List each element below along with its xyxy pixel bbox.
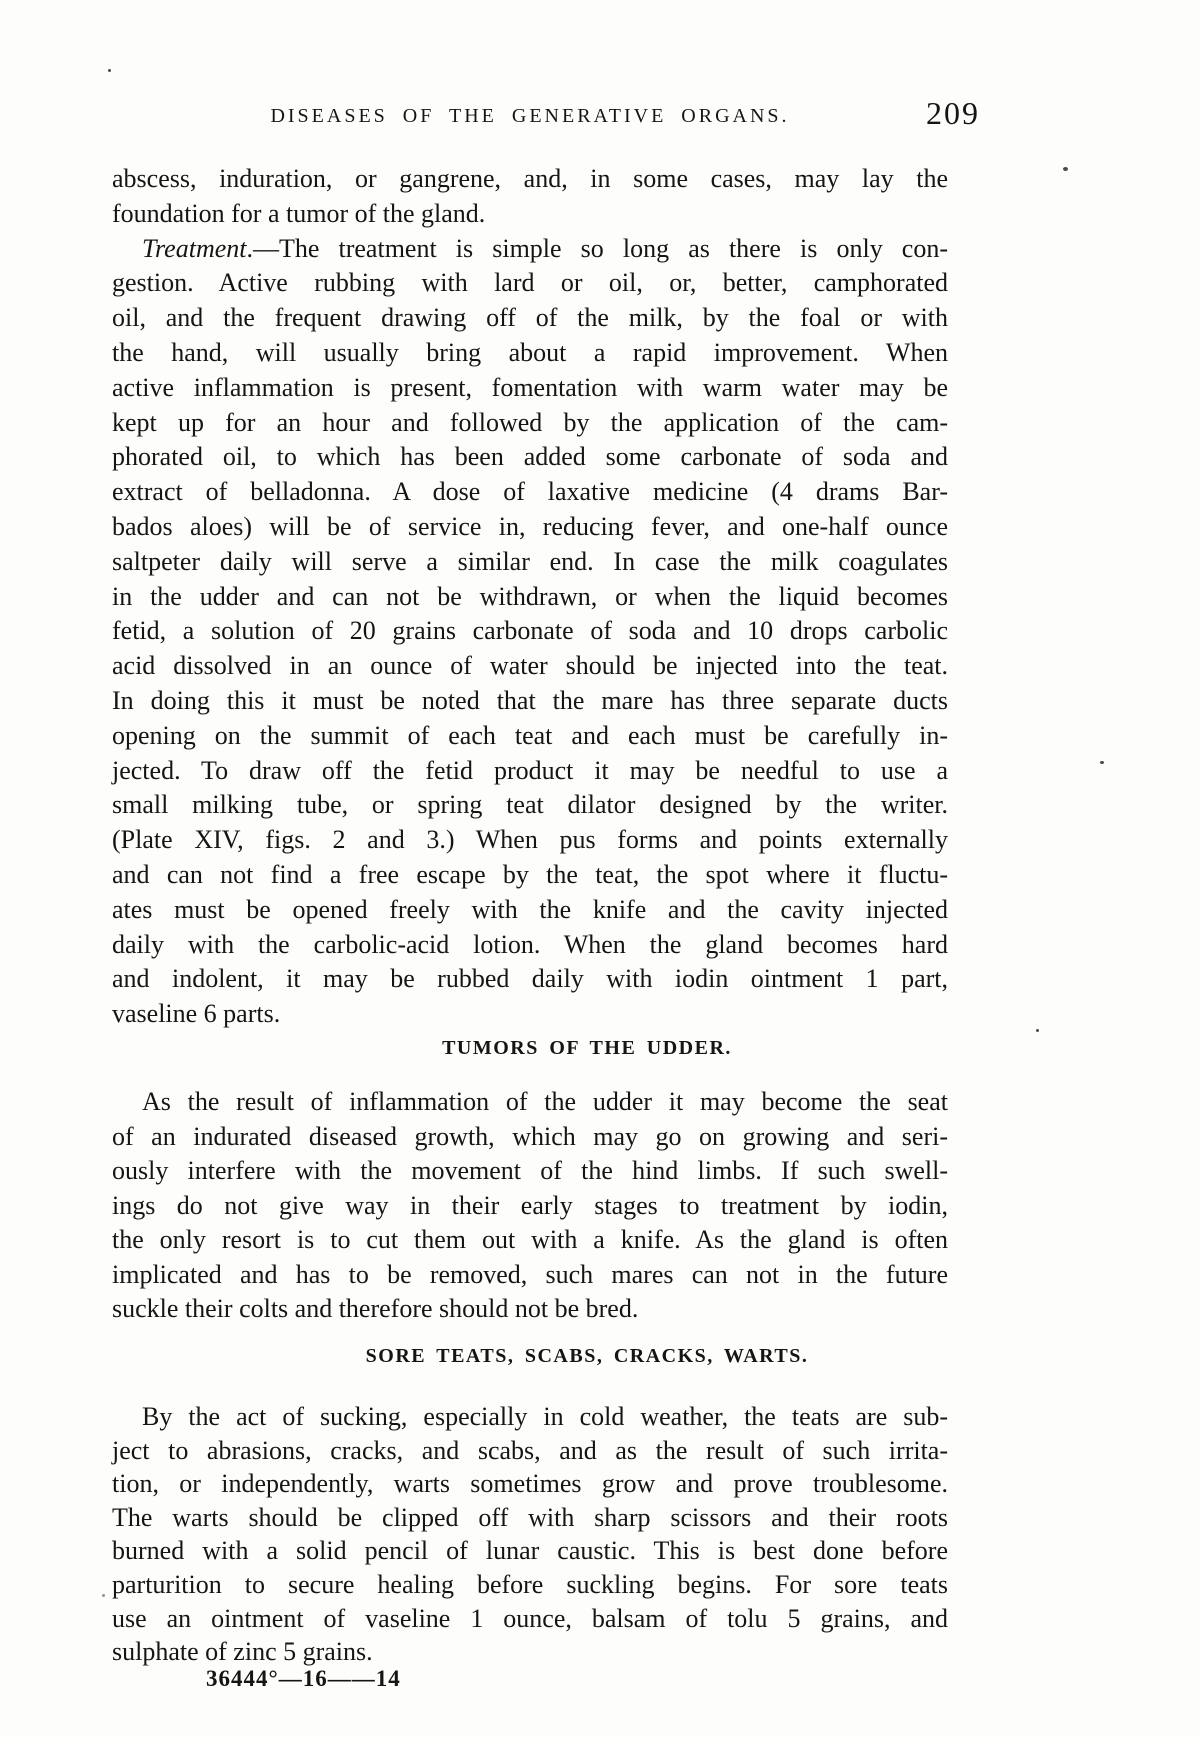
text-line: In doing this it must be noted that the mare has three separate ducts bbox=[112, 685, 948, 715]
text-line: kept up for an hour and followed by the application of the cam- bbox=[112, 407, 948, 437]
text-line: ously interfere with the movement of the hind limbs. If such swell- bbox=[112, 1156, 948, 1186]
text-line: implicated and has to be removed, such mares can not in the future bbox=[112, 1259, 948, 1289]
text-line: By the act of sucking, especially in cold weather, the teats are sub- bbox=[142, 1402, 948, 1432]
text-line: ings do not give way in their early stages to treatment by iodin, bbox=[112, 1190, 948, 1220]
text-line: suckle their colts and therefore should not be bred. bbox=[112, 1294, 639, 1324]
text-line: extract of belladonna. A dose of laxative medicine (4 drams Bar- bbox=[112, 477, 948, 507]
section-heading-sore-teats: SORE TEATS, SCABS, CRACKS, WARTS. bbox=[365, 1345, 809, 1368]
text-line: sulphate of zinc 5 grains. bbox=[112, 1637, 373, 1667]
paragraph bbox=[112, 162, 948, 232]
running-head-title: DISEASES OF THE GENERATIVE ORGANS. bbox=[270, 105, 790, 127]
treatment-term: Treatment bbox=[142, 233, 247, 263]
section-heading-tumors-of-the-udder: TUMORS OF THE UDDER. bbox=[442, 1036, 732, 1059]
text-line: ject to abrasions, cracks, and scabs, and as the result of such irrita- bbox=[112, 1435, 948, 1465]
text-line: As the result of inflammation of the udder it may become the seat bbox=[142, 1086, 948, 1116]
text-line: active inflammation is present, fomentation with warm water may be bbox=[112, 372, 948, 402]
paragraph bbox=[112, 1085, 948, 1327]
text-line: phorated oil, to which has been added some carbonate of soda and bbox=[112, 442, 948, 472]
text-line: the hand, will usually bring about a rapid improvement. When bbox=[112, 337, 948, 367]
text-run: .—The treatment is simple so long as there is only con- bbox=[246, 233, 948, 263]
text-line: parturition to secure healing before suckling begins. For sore teats bbox=[112, 1570, 948, 1600]
scan-speck bbox=[102, 1594, 105, 1597]
text-line: and indolent, it may be rubbed daily with iodin ointment 1 part, bbox=[112, 964, 948, 994]
page-number: 209 bbox=[926, 95, 980, 131]
text-line: and can not find a free escape by the teat, the spot where it fluctu- bbox=[112, 859, 948, 889]
text-line: use an ointment of vaseline 1 ounce, balsam of tolu 5 grains, and bbox=[112, 1603, 948, 1633]
print-signature: 36444°—16——14 bbox=[206, 1666, 401, 1691]
text-line: oil, and the frequent drawing off of the milk, by the foal or with bbox=[112, 303, 948, 333]
text-line: burned with a solid pencil of lunar caustic. This is best done before bbox=[112, 1536, 948, 1566]
scan-speck bbox=[1036, 1029, 1039, 1032]
text-line: daily with the carbolic-acid lotion. When the gland becomes hard bbox=[112, 929, 948, 959]
scan-speck bbox=[108, 69, 111, 72]
text-line: in the udder and can not be withdrawn, or when the liquid becomes bbox=[112, 581, 948, 611]
text-line: bados aloes) will be of service in, reducing fever, and one-half ounce bbox=[112, 511, 948, 541]
text-line: gestion. Active rubbing with lard or oil, or, better, camphorated bbox=[112, 268, 948, 298]
text-line: of an indurated diseased growth, which may go on growing and seri- bbox=[112, 1121, 948, 1151]
text-line: saltpeter daily will serve a similar end. In case the milk coagulates bbox=[112, 546, 948, 576]
text-line: The warts should be clipped off with sharp scissors and their roots bbox=[112, 1502, 948, 1532]
text-line bbox=[112, 232, 948, 267]
text-block bbox=[112, 162, 948, 1669]
text-line: vaseline 6 parts. bbox=[112, 999, 281, 1029]
text-line: opening on the summit of each teat and each must be carefully in- bbox=[112, 720, 948, 750]
text-line: fetid, a solution of 20 grains carbonate of soda and 10 drops carbolic bbox=[112, 616, 948, 646]
paragraph bbox=[112, 1400, 948, 1669]
paragraph-treatment bbox=[112, 232, 948, 1032]
text-line: the only resort is to cut them out with a knife. As the gland is often bbox=[112, 1225, 948, 1255]
scan-speck bbox=[1100, 761, 1104, 764]
text-line: tion, or independently, warts sometimes grow and prove troublesome. bbox=[112, 1469, 948, 1499]
text-line: abscess, induration, or gangrene, and, in some cases, may lay the bbox=[112, 164, 948, 193]
text-line: (Plate XIV, figs. 2 and 3.) When pus forms and points externally bbox=[112, 825, 948, 855]
text-line: acid dissolved in an ounce of water should be injected into the teat. bbox=[112, 651, 948, 681]
text-line: foundation for a tumor of the gland. bbox=[112, 198, 486, 228]
text-line: jected. To draw off the fetid product it may be needful to use a bbox=[112, 755, 948, 785]
scan-speck bbox=[1063, 167, 1068, 171]
text-line: small milking tube, or spring teat dilator designed by the writer. bbox=[112, 790, 948, 820]
text-line: ates must be opened freely with the knife and the cavity injected bbox=[112, 894, 948, 924]
